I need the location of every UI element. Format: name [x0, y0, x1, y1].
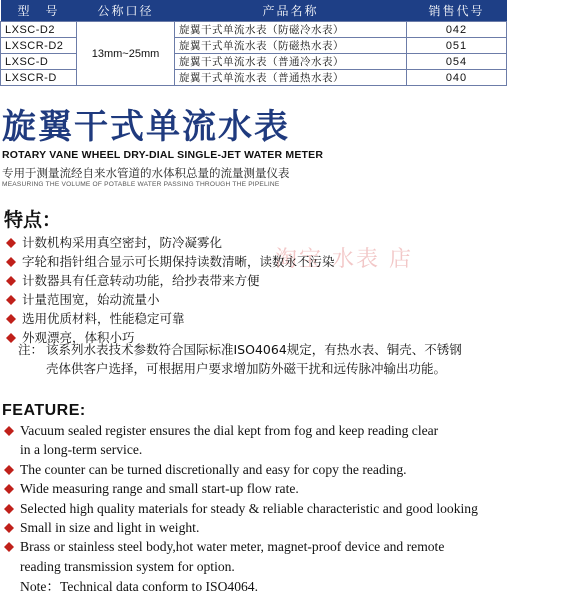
list-item [4, 421, 576, 460]
features-en-heading: FEATURE: [2, 402, 86, 419]
feature-text: 计数机构采用真空密封，防冷凝雾化 [22, 235, 223, 250]
red-diamond-bullet-icon [6, 238, 16, 248]
feature-text: 计量范围宽，始动流量小 [22, 292, 160, 307]
list-item [6, 271, 335, 290]
model-cell: LXSCR-D [1, 70, 77, 86]
blank-cell [507, 22, 577, 38]
list-item [4, 499, 576, 518]
model-cell: LXSC-D2 [1, 22, 77, 38]
list-item [4, 479, 576, 498]
spec-table [0, 0, 577, 92]
red-diamond-bullet-icon [4, 504, 14, 514]
name-cell: 旋翼干式单流水表（普通热水表） [175, 70, 407, 86]
feature-text: 字轮和指针组合显示可长期保持读数清晰，读数永不污染 [22, 254, 335, 269]
red-diamond-bullet-icon [4, 465, 14, 475]
code-cell: 054 [407, 54, 507, 70]
blank-cell [507, 54, 577, 70]
code-cell: 040 [407, 70, 507, 86]
table-header-row [1, 0, 577, 22]
model-cell: LXSC-D [1, 54, 77, 70]
list-item [6, 309, 335, 328]
red-diamond-bullet-icon [4, 542, 14, 552]
note-cn-text: 该系列水表技术参数符合国际标准ISO4064规定，有热水表、铜壳、不锈钢壳体供客户选择，可根据用户要求增加防外磁干扰和远传脉冲输出功能。 [46, 342, 462, 376]
list-item [6, 252, 335, 271]
list-item [6, 290, 335, 309]
note-en: Note：Technical data conform to ISO4064. [20, 579, 259, 594]
size-cell: 13mm~25mm [77, 22, 175, 86]
product-title-en: ROTARY VANE WHEEL DRY-DIAL SINGLE-JET WATER METER [2, 149, 324, 161]
watermark: 淘宝 水表 店 [275, 247, 413, 272]
feature-text: Small in size and light in weight. [20, 520, 200, 536]
model-cell: LXSCR-D2 [1, 38, 77, 54]
code-cell: 042 [407, 22, 507, 38]
feature-text: Brass or stainless steel body,hot water meter, magnet-proof device and remote [20, 539, 445, 555]
feature-text: Vacuum sealed register ensures the dial kept from fog and keep reading clear [20, 423, 439, 438]
note-cn-label: 注： [18, 342, 44, 357]
red-diamond-bullet-icon [6, 257, 16, 267]
red-diamond-bullet-icon [4, 523, 14, 533]
red-diamond-bullet-icon [6, 276, 16, 286]
header-name: 产品名称 [175, 0, 407, 22]
feature-text: 计数器具有任意转动功能，给抄表带来方便 [22, 273, 260, 288]
feature-text: 外观漂亮，体积小巧 [22, 330, 135, 345]
red-diamond-bullet-icon [6, 314, 16, 324]
feature-text: 选用优质材料，性能稳定可靠 [22, 311, 185, 326]
product-subtitle-cn: 专用于测量流经自来水管道的水体积总量的流量测量仪表 [2, 166, 290, 180]
list-item [4, 460, 576, 479]
header-model: 型 号 [1, 0, 77, 22]
feature-text-cont: reading transmission system for option. [20, 558, 235, 574]
name-cell: 旋翼干式单流水表（防磁热水表） [175, 38, 407, 54]
blank-cell [507, 70, 577, 86]
feature-text: The counter can be turned discretionally and easy for copy the reading. [20, 461, 407, 477]
features-en-list [4, 421, 576, 576]
list-item [6, 233, 335, 252]
product-subtitle-en: MEASURING THE VOLUME OF POTABLE WATER PASSING THROUGH THE PIPELINE [2, 181, 280, 188]
red-diamond-bullet-icon [6, 333, 16, 343]
table-row [1, 22, 577, 38]
list-item [4, 537, 576, 576]
name-cell: 旋翼干式单流水表（普通冷水表） [175, 54, 407, 70]
feature-text: Wide measuring range and small start-up flow rate. [20, 481, 299, 497]
features-cn-heading: 特点： [4, 209, 62, 231]
blank-cell [507, 38, 577, 54]
header-blank [507, 0, 577, 22]
header-code: 销售代号 [407, 0, 507, 22]
red-diamond-bullet-icon [4, 484, 14, 494]
red-diamond-bullet-icon [4, 426, 14, 436]
name-cell: 旋翼干式单流水表（防磁冷水表） [175, 22, 407, 38]
red-diamond-bullet-icon [6, 295, 16, 305]
features-cn-list [6, 233, 335, 347]
list-item [4, 518, 576, 537]
header-size: 公称口径 [77, 0, 175, 22]
product-title: 旋翼干式单流水表 [2, 107, 290, 147]
code-cell: 051 [407, 38, 507, 54]
feature-text-cont: in a long-term service. [20, 442, 143, 458]
feature-text: Selected high quality materials for steady & reliable characteristic and good looking [20, 500, 478, 516]
